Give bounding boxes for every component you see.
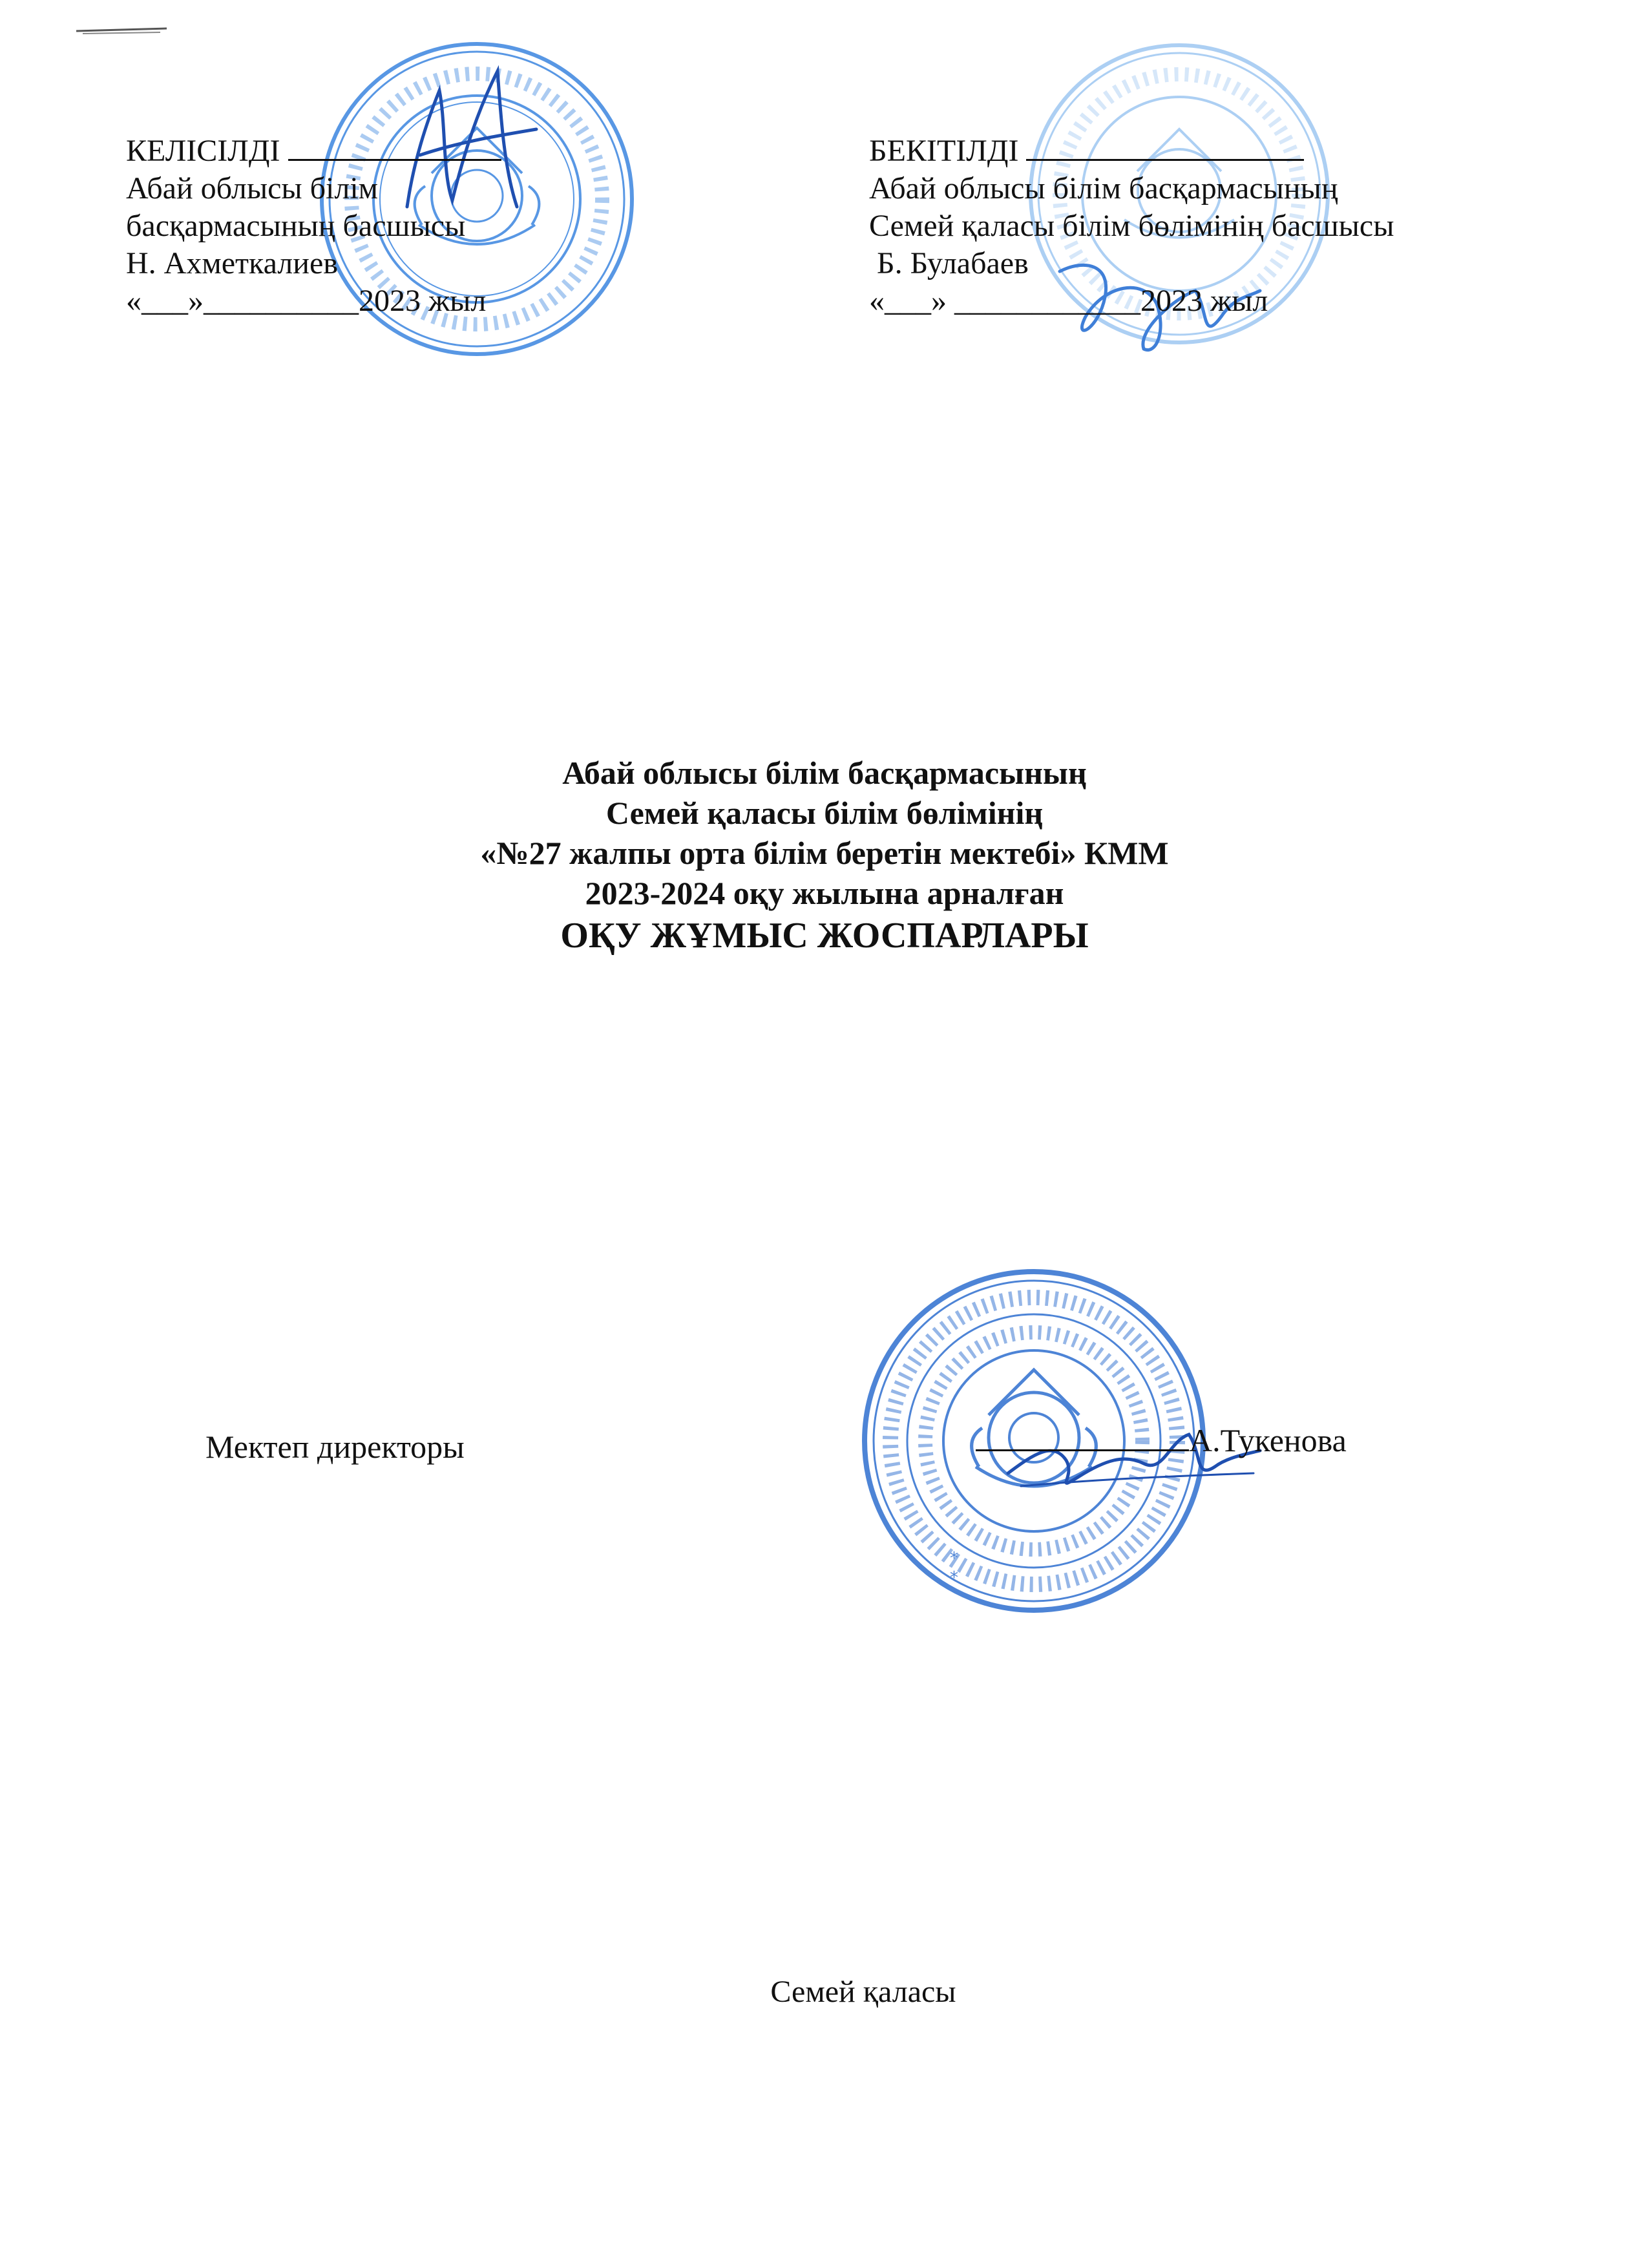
approval-approved-heading: БЕКІТІЛДІ	[869, 134, 1019, 168]
approval-agreed-heading-line	[126, 132, 501, 170]
document-title	[0, 753, 1649, 958]
date-year: 2023 жыл	[359, 284, 487, 318]
director-name-line	[976, 1422, 1347, 1459]
signature-line	[976, 1423, 1189, 1451]
director-title: Мектеп директоры	[205, 1429, 465, 1465]
title-line-4: 2023-2024 оқу жылына арналған	[585, 875, 1064, 911]
approval-approved-block	[869, 132, 1394, 320]
approval-agreed-heading: КЕЛІСІЛДІ	[126, 134, 280, 168]
date-year: 2023 жыл	[1140, 284, 1268, 318]
approval-agreed-org-2: басқармасының басшысы	[126, 209, 466, 243]
signature-line	[288, 134, 501, 161]
title-line-3: «№27 жалпы орта білім беретін мектебі» КММ	[480, 835, 1169, 871]
city-name: Семей қаласы	[770, 1975, 956, 2009]
approval-approved-heading-line	[869, 132, 1394, 170]
title-line-2: Семей қаласы білім бөлімінің	[605, 795, 1044, 831]
director-name: А.Тукенова	[1189, 1422, 1347, 1458]
approval-approved-org-1: Абай облысы білім басқармасының	[869, 171, 1338, 205]
title-line-5: ОҚУ ЖҰМЫС ЖОСПАРЛАРЫ	[560, 916, 1089, 956]
approval-approved-name: Б. Булабаев	[877, 246, 1029, 280]
corner-mark	[76, 25, 173, 37]
approval-approved-date	[869, 282, 1394, 320]
signature-line	[1026, 134, 1304, 161]
approval-agreed-org-1: Абай облысы білім	[126, 171, 379, 205]
date-blank: «___»__________	[126, 284, 359, 318]
title-line-1: Абай облысы білім басқармасының	[562, 755, 1087, 791]
approval-agreed-block	[126, 132, 501, 320]
svg-text:*: *	[950, 1568, 958, 1588]
date-blank: «___» ____________	[869, 284, 1140, 318]
svg-text:*: *	[950, 1549, 958, 1568]
approval-agreed-name: Н. Ахметкалиев	[126, 246, 338, 280]
approval-approved-org-2: Семей қаласы білім бөлімінің басшысы	[869, 209, 1394, 243]
approval-agreed-date	[126, 282, 501, 320]
